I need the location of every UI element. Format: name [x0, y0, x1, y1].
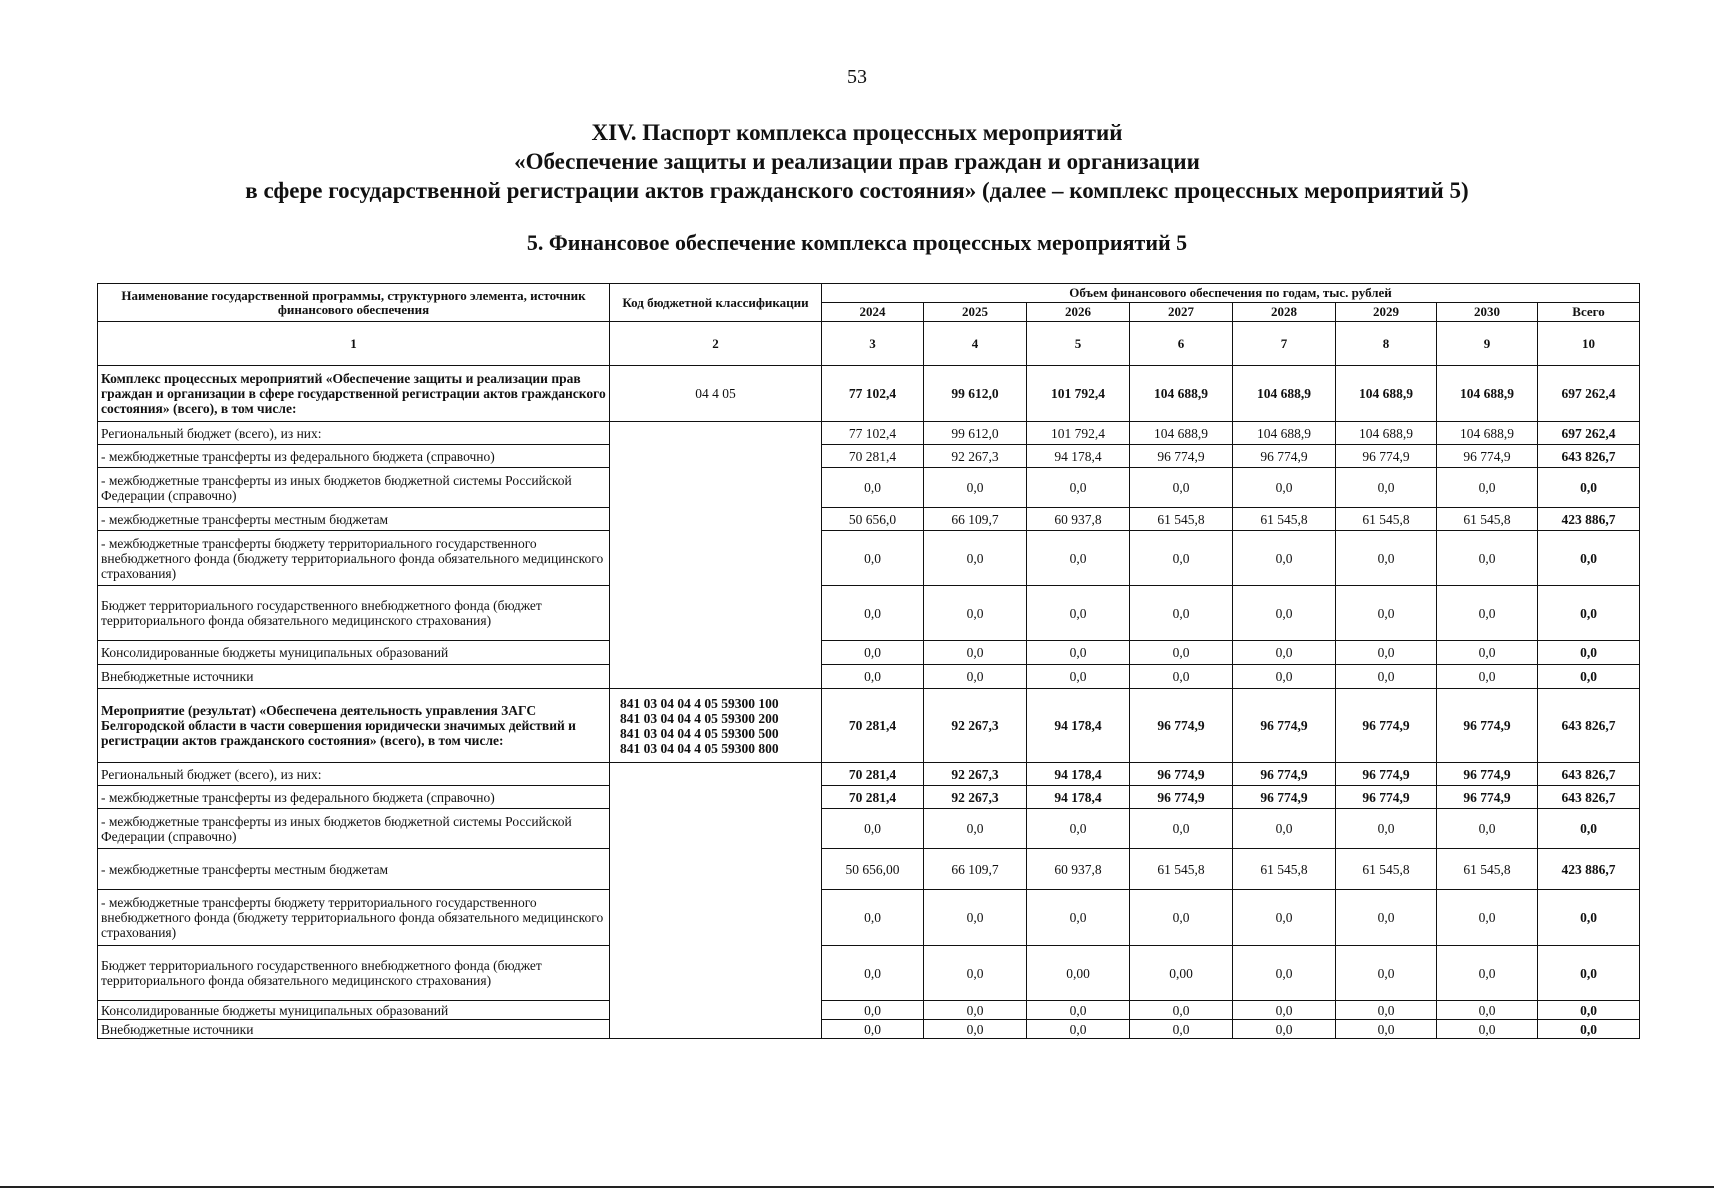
year-value: 96 774,9 — [1130, 786, 1233, 809]
year-value: 77 102,4 — [822, 422, 924, 445]
year-value: 96 774,9 — [1233, 445, 1336, 468]
year-value: 92 267,3 — [924, 763, 1027, 786]
year-value: 61 545,8 — [1437, 849, 1538, 890]
year-value: 0,0 — [1233, 531, 1336, 586]
total-value: 423 886,7 — [1538, 508, 1640, 531]
year-value: 0,0 — [1027, 890, 1130, 946]
year-value: 0,0 — [1233, 665, 1336, 689]
year-value: 0,0 — [1437, 665, 1538, 689]
total-value: 0,0 — [1538, 890, 1640, 946]
year-value: 0,0 — [1130, 468, 1233, 508]
year-value: 66 109,7 — [924, 849, 1027, 890]
total-value: 0,0 — [1538, 1001, 1640, 1020]
total-value: 643 826,7 — [1538, 445, 1640, 468]
row-name: Бюджет территориального государственного внебюджетного фонда (бюджет территориального фонда обязательного медицинского страхования) — [98, 946, 610, 1001]
column-number: 3 — [822, 322, 924, 366]
year-value: 0,0 — [1336, 890, 1437, 946]
year-value: 0,0 — [1130, 890, 1233, 946]
header-volume-column: Объем финансового обеспечения по годам, тыс. рублей — [822, 284, 1640, 303]
year-value: 0,0 — [1233, 641, 1336, 665]
year-value: 61 545,8 — [1130, 508, 1233, 531]
table-row — [98, 508, 1640, 531]
column-number: 7 — [1233, 322, 1336, 366]
year-value: 104 688,9 — [1336, 422, 1437, 445]
year-value: 104 688,9 — [1130, 422, 1233, 445]
table-row — [98, 366, 1640, 422]
row-name: - межбюджетные трансферты из федерального бюджета (справочно) — [98, 786, 610, 809]
year-value: 0,0 — [924, 665, 1027, 689]
table-row — [98, 468, 1640, 508]
total-value: 0,0 — [1538, 1020, 1640, 1039]
year-value: 99 612,0 — [924, 366, 1027, 422]
year-value: 96 774,9 — [1437, 786, 1538, 809]
year-value: 94 178,4 — [1027, 445, 1130, 468]
year-value: 60 937,8 — [1027, 508, 1130, 531]
row-name: Консолидированные бюджеты муниципальных образований — [98, 1001, 610, 1020]
year-value: 92 267,3 — [924, 445, 1027, 468]
year-value: 0,0 — [924, 1001, 1027, 1020]
column-number: 1 — [98, 322, 610, 366]
table-row — [98, 946, 1640, 1001]
year-value: 0,0 — [1233, 1001, 1336, 1020]
budget-code: 04 4 05 — [610, 366, 822, 422]
year-value: 99 612,0 — [924, 422, 1027, 445]
table-row — [98, 849, 1640, 890]
year-value: 0,0 — [1336, 1001, 1437, 1020]
year-value: 0,0 — [924, 531, 1027, 586]
year-value: 0,0 — [924, 1020, 1027, 1039]
total-value: 0,0 — [1538, 586, 1640, 641]
table-row — [98, 445, 1640, 468]
year-value: 104 688,9 — [1437, 422, 1538, 445]
table-row — [98, 689, 1640, 763]
year-value: 0,0 — [1233, 946, 1336, 1001]
year-value: 0,0 — [924, 890, 1027, 946]
year-value: 0,0 — [1233, 890, 1336, 946]
year-value: 0,0 — [1027, 1001, 1130, 1020]
row-name: - межбюджетные трансферты из иных бюджетов бюджетной системы Российской Федерации (справочно) — [98, 468, 610, 508]
activity-block — [98, 689, 1640, 1039]
year-value: 0,0 — [822, 809, 924, 849]
row-name: Региональный бюджет (всего), из них: — [98, 763, 610, 786]
year-value: 0,0 — [1027, 468, 1130, 508]
year-value: 0,0 — [1233, 586, 1336, 641]
column-number: 2 — [610, 322, 822, 366]
year-value: 0,0 — [1437, 1020, 1538, 1039]
row-name: Комплекс процессных мероприятий «Обеспечение защиты и реализации прав граждан и организации в сфере государственной регистрации актов гражданского состояния» (всего), в том числе: — [98, 366, 610, 422]
year-value: 101 792,4 — [1027, 366, 1130, 422]
year-value: 0,0 — [1437, 468, 1538, 508]
budget-code-line: 841 03 04 04 4 05 59300 100 — [620, 695, 779, 711]
year-value: 96 774,9 — [1437, 445, 1538, 468]
year-value: 0,0 — [822, 1001, 924, 1020]
year-value: 0,0 — [1130, 665, 1233, 689]
row-name: Бюджет территориального государственного внебюджетного фонда (бюджет территориального фонда обязательного медицинского страхования) — [98, 586, 610, 641]
year-value: 61 545,8 — [1336, 508, 1437, 531]
year-value: 104 688,9 — [1233, 366, 1336, 422]
budget-code-line: 841 03 04 04 4 05 59300 800 — [620, 740, 779, 756]
header-year: 2027 — [1130, 303, 1233, 322]
total-value: 0,0 — [1538, 665, 1640, 689]
total-value: 643 826,7 — [1538, 763, 1640, 786]
year-value: 104 688,9 — [1336, 366, 1437, 422]
header-row-1 — [98, 284, 1640, 303]
total-value: 0,0 — [1538, 809, 1640, 849]
table-row — [98, 809, 1640, 849]
year-value: 0,0 — [1336, 586, 1437, 641]
year-value: 0,0 — [1027, 809, 1130, 849]
year-value: 70 281,4 — [822, 763, 924, 786]
total-value: 0,0 — [1538, 531, 1640, 586]
year-value: 0,0 — [1130, 586, 1233, 641]
year-value: 0,0 — [1437, 641, 1538, 665]
year-value: 50 656,00 — [822, 849, 924, 890]
year-value: 0,0 — [1437, 809, 1538, 849]
year-value: 94 178,4 — [1027, 786, 1130, 809]
column-number: 8 — [1336, 322, 1437, 366]
year-value: 94 178,4 — [1027, 689, 1130, 763]
column-number: 10 — [1538, 322, 1640, 366]
year-value: 92 267,3 — [924, 689, 1027, 763]
table-row — [98, 1001, 1640, 1020]
page-number: 53 — [847, 66, 867, 88]
header-year: 2026 — [1027, 303, 1130, 322]
year-value: 96 774,9 — [1336, 763, 1437, 786]
budget-code — [610, 689, 822, 763]
year-value: 96 774,9 — [1233, 786, 1336, 809]
year-value: 104 688,9 — [1130, 366, 1233, 422]
total-value: 697 262,4 — [1538, 366, 1640, 422]
header-total: Всего — [1538, 303, 1640, 322]
column-number: 4 — [924, 322, 1027, 366]
year-value: 70 281,4 — [822, 445, 924, 468]
year-value: 96 774,9 — [1437, 689, 1538, 763]
year-value: 0,0 — [1336, 641, 1437, 665]
year-value: 96 774,9 — [1336, 689, 1437, 763]
row-name: Внебюджетные источники — [98, 1020, 610, 1039]
document-title — [0, 118, 1714, 205]
year-value: 0,0 — [1336, 665, 1437, 689]
header-year: 2030 — [1437, 303, 1538, 322]
year-value: 0,0 — [1027, 586, 1130, 641]
budget-code-empty — [610, 763, 822, 1039]
year-value: 0,0 — [822, 946, 924, 1001]
section-subtitle: 5. Финансовое обеспечение комплекса процессных мероприятий 5 — [526, 230, 1188, 255]
year-value: 0,0 — [924, 468, 1027, 508]
year-value: 70 281,4 — [822, 689, 924, 763]
year-value: 104 688,9 — [1233, 422, 1336, 445]
financing-table — [97, 283, 1640, 1039]
year-value: 0,0 — [822, 586, 924, 641]
total-value: 0,0 — [1538, 641, 1640, 665]
year-value: 0,0 — [1233, 468, 1336, 508]
table-row — [98, 531, 1640, 586]
year-value: 0,0 — [924, 946, 1027, 1001]
column-number: 9 — [1437, 322, 1538, 366]
year-value: 0,0 — [822, 531, 924, 586]
year-value: 50 656,0 — [822, 508, 924, 531]
row-name: - межбюджетные трансферты бюджету территориального государственного внебюджетного фонда (бюджету территориального фонда обязательного медицинского страхования) — [98, 890, 610, 946]
total-value: 0,0 — [1538, 468, 1640, 508]
column-number: 5 — [1027, 322, 1130, 366]
column-number: 6 — [1130, 322, 1233, 366]
row-name: Внебюджетные источники — [98, 665, 610, 689]
title-line-3: в сфере государственной регистрации актов гражданского состояния» (далее – комплекс процессных мероприятий 5) — [245, 178, 1469, 203]
row-name: - межбюджетные трансферты местным бюджетам — [98, 508, 610, 531]
budget-code-empty — [610, 422, 822, 689]
year-value: 0,0 — [1130, 809, 1233, 849]
year-value: 70 281,4 — [822, 786, 924, 809]
row-name: - межбюджетные трансферты из федерального бюджета (справочно) — [98, 445, 610, 468]
header-name-column: Наименование государственной программы, структурного элемента, источник финансового обеспечения — [98, 284, 610, 322]
table-row — [98, 763, 1640, 786]
year-value: 0,0 — [1437, 531, 1538, 586]
year-value: 96 774,9 — [1336, 786, 1437, 809]
year-value: 61 545,8 — [1233, 508, 1336, 531]
table-row — [98, 786, 1640, 809]
year-value: 96 774,9 — [1336, 445, 1437, 468]
year-value: 61 545,8 — [1130, 849, 1233, 890]
total-value: 643 826,7 — [1538, 786, 1640, 809]
year-value: 0,0 — [1027, 1020, 1130, 1039]
year-value: 0,0 — [1336, 531, 1437, 586]
year-value: 0,0 — [822, 468, 924, 508]
year-value: 0,0 — [1437, 1001, 1538, 1020]
budget-code-line: 841 03 04 04 4 05 59300 200 — [620, 710, 779, 726]
year-value: 104 688,9 — [1437, 366, 1538, 422]
total-value: 0,0 — [1538, 946, 1640, 1001]
year-value: 0,0 — [1130, 641, 1233, 665]
year-value: 101 792,4 — [1027, 422, 1130, 445]
row-name: - межбюджетные трансферты местным бюджетам — [98, 849, 610, 890]
year-value: 0,0 — [1437, 946, 1538, 1001]
year-value: 0,0 — [1233, 809, 1336, 849]
year-value: 0,00 — [1027, 946, 1130, 1001]
year-value: 0,0 — [1233, 1020, 1336, 1039]
year-value: 0,0 — [1130, 1001, 1233, 1020]
table-row — [98, 422, 1640, 445]
table-row — [98, 1020, 1640, 1039]
title-line-2: «Обеспечение защиты и реализации прав граждан и организации — [514, 149, 1200, 174]
year-value: 60 937,8 — [1027, 849, 1130, 890]
year-value: 61 545,8 — [1437, 508, 1538, 531]
year-value: 0,0 — [924, 809, 1027, 849]
year-value: 0,00 — [1130, 946, 1233, 1001]
row-name: Региональный бюджет (всего), из них: — [98, 422, 610, 445]
column-numbers-row — [98, 322, 1640, 366]
year-value: 0,0 — [924, 641, 1027, 665]
header-year: 2029 — [1336, 303, 1437, 322]
total-value: 423 886,7 — [1538, 849, 1640, 890]
program-block — [98, 366, 1640, 689]
row-name: Консолидированные бюджеты муниципальных образований — [98, 641, 610, 665]
year-value: 77 102,4 — [822, 366, 924, 422]
header-year: 2024 — [822, 303, 924, 322]
year-value: 61 545,8 — [1233, 849, 1336, 890]
year-value: 0,0 — [1336, 809, 1437, 849]
year-value: 0,0 — [1336, 468, 1437, 508]
year-value: 66 109,7 — [924, 508, 1027, 531]
total-value: 697 262,4 — [1538, 422, 1640, 445]
page-bottom-edge — [0, 1186, 1714, 1188]
header-year: 2028 — [1233, 303, 1336, 322]
year-value: 0,0 — [1130, 531, 1233, 586]
year-value: 61 545,8 — [1336, 849, 1437, 890]
year-value: 0,0 — [1130, 1020, 1233, 1039]
year-value: 96 774,9 — [1233, 689, 1336, 763]
year-value: 96 774,9 — [1130, 445, 1233, 468]
year-value: 0,0 — [1336, 946, 1437, 1001]
table-row — [98, 890, 1640, 946]
year-value: 0,0 — [1027, 641, 1130, 665]
table-row — [98, 586, 1640, 641]
year-value: 0,0 — [822, 641, 924, 665]
total-value: 643 826,7 — [1538, 689, 1640, 763]
year-value: 96 774,9 — [1233, 763, 1336, 786]
table-row — [98, 665, 1640, 689]
year-value: 96 774,9 — [1130, 689, 1233, 763]
year-value: 94 178,4 — [1027, 763, 1130, 786]
table-row — [98, 641, 1640, 665]
year-value: 0,0 — [924, 586, 1027, 641]
row-name: - межбюджетные трансферты из иных бюджетов бюджетной системы Российской Федерации (справочно) — [98, 809, 610, 849]
year-value: 96 774,9 — [1130, 763, 1233, 786]
header-code-column: Код бюджетной классификации — [610, 284, 822, 322]
row-name: - межбюджетные трансферты бюджету территориального государственного внебюджетного фонда (бюджету территориального фонда обязательного медицинского страхования) — [98, 531, 610, 586]
year-value: 0,0 — [1027, 665, 1130, 689]
year-value: 0,0 — [1027, 531, 1130, 586]
row-name: Мероприятие (результат) «Обеспечена деятельность управления ЗАГС Белгородской области в части совершения юридически значимых действий и регистрации актов гражданского состояния» (всего), в том числе: — [98, 689, 610, 763]
year-value: 0,0 — [1437, 890, 1538, 946]
title-line-1: XIV. Паспорт комплекса процессных мероприятий — [591, 120, 1123, 145]
year-value: 92 267,3 — [924, 786, 1027, 809]
header-year: 2025 — [924, 303, 1027, 322]
year-value: 0,0 — [822, 890, 924, 946]
year-value: 0,0 — [1437, 586, 1538, 641]
year-value: 0,0 — [822, 1020, 924, 1039]
year-value: 0,0 — [822, 665, 924, 689]
year-value: 96 774,9 — [1437, 763, 1538, 786]
budget-code-line: 841 03 04 04 4 05 59300 500 — [620, 725, 779, 741]
year-value: 0,0 — [1336, 1020, 1437, 1039]
